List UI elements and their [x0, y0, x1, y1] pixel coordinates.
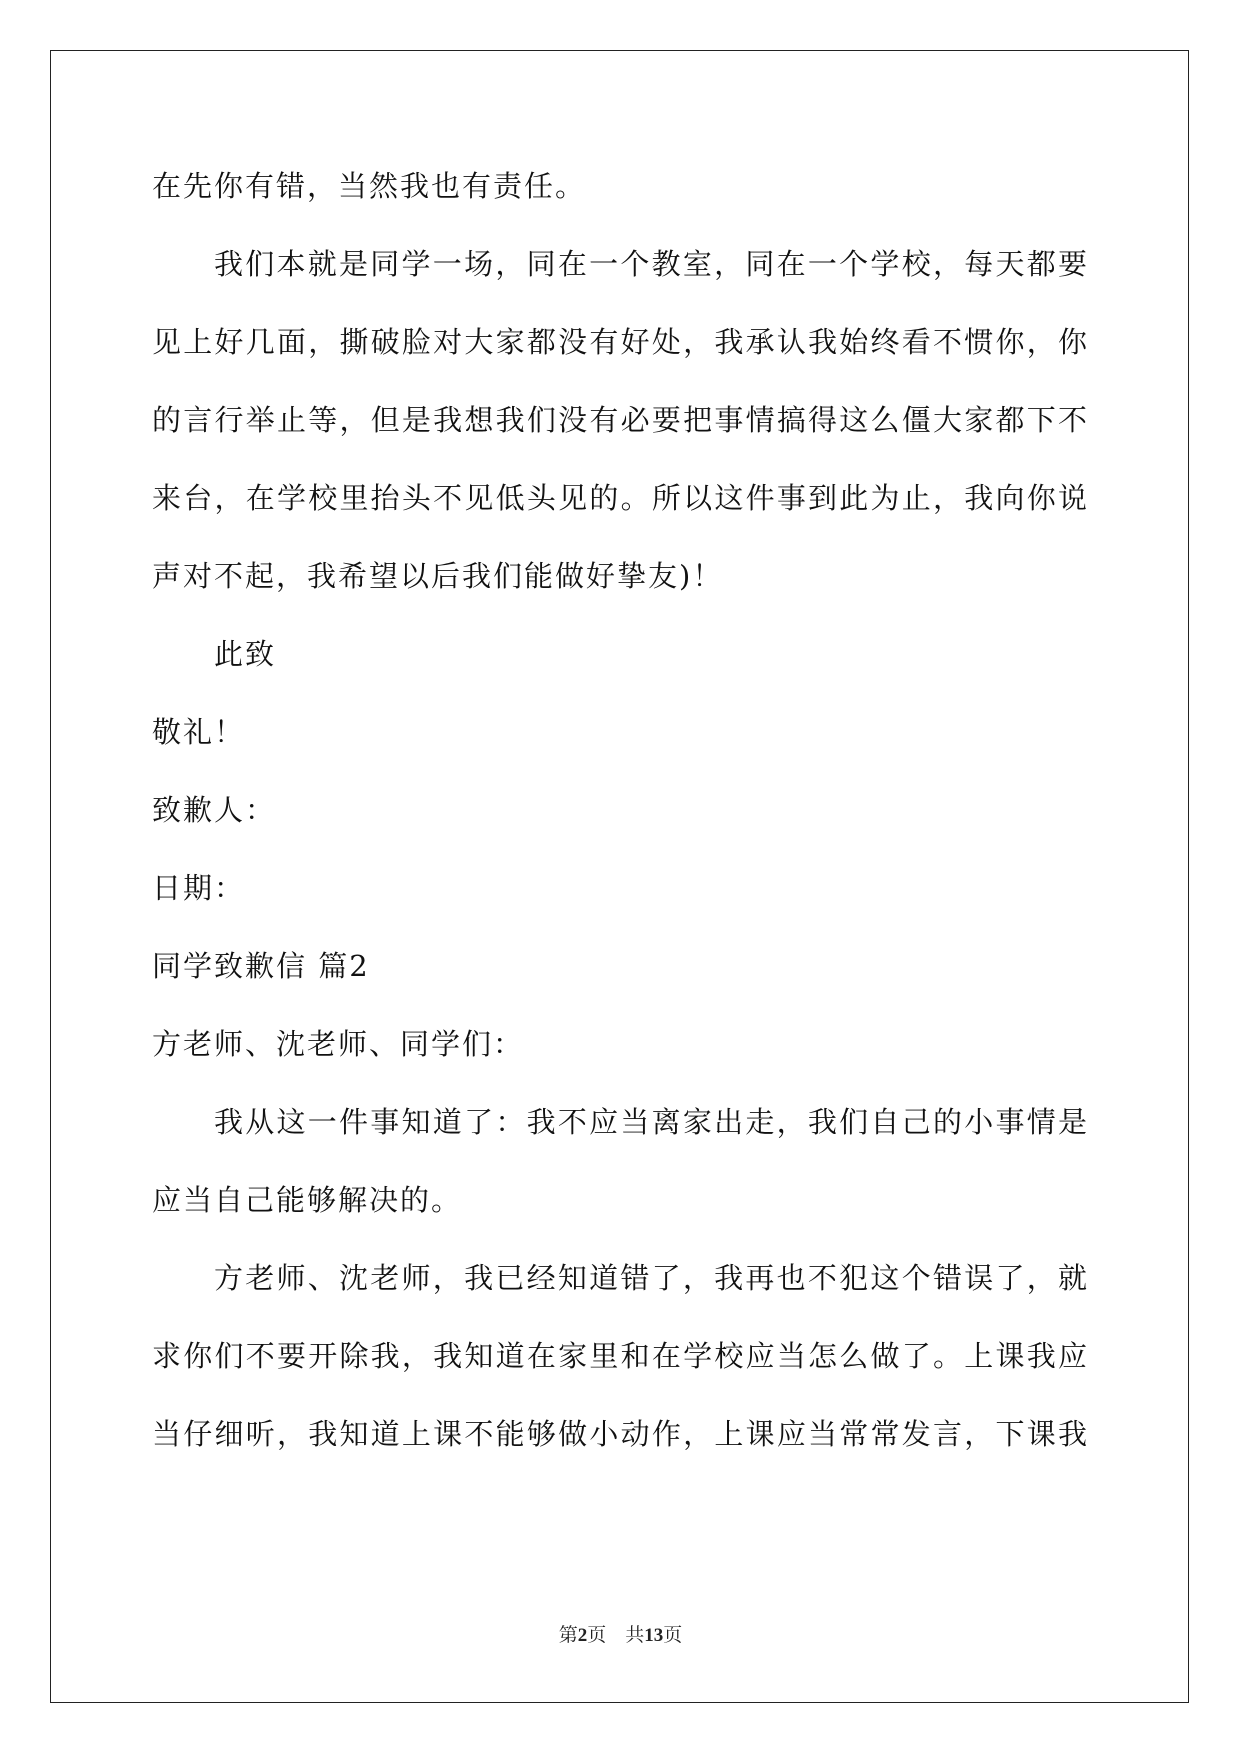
text-line: 我从这一件事知道了：我不应当离家出走，我们自己的小事情是 — [214, 1105, 1087, 1139]
page-prefix: 第 — [558, 1625, 578, 1646]
text-line: 求你们不要开除我，我知道在家里和在学校应当怎么做了。上课我应 — [152, 1339, 1087, 1373]
text-line: 此致 — [214, 637, 277, 671]
total-prefix: 共 — [625, 1625, 645, 1646]
section-heading: 同学致歉信 篇2 — [152, 949, 370, 983]
text-line: 声对不起，我希望以后我们能做好挚友)！ — [152, 559, 724, 593]
text-line: 敬礼！ — [152, 715, 246, 749]
page-number: 2 — [577, 1625, 588, 1646]
text-line: 方老师、沈老师、同学们： — [152, 1027, 525, 1061]
text-line: 来台，在学校里抬头不见低头见的。所以这件事到此为止，我向你说 — [152, 481, 1087, 515]
total-suffix: 页 — [663, 1625, 683, 1646]
text-line: 当仔细听，我知道上课不能够做小动作，上课应当常常发言，下课我 — [152, 1417, 1087, 1451]
page-footer — [0, 1620, 1241, 1647]
text-line: 的言行举止等，但是我想我们没有必要把事情搞得这么僵大家都下不 — [152, 403, 1087, 437]
text-line: 日期： — [152, 871, 246, 905]
text-line: 见上好几面，撕破脸对大家都没有好处，我承认我始终看不惯你，你 — [152, 325, 1087, 359]
page-suffix: 页 — [587, 1625, 607, 1646]
text-line: 致歉人： — [152, 793, 277, 827]
total-pages: 13 — [644, 1625, 664, 1646]
text-line: 应当自己能够解决的。 — [152, 1183, 463, 1217]
text-line: 方老师、沈老师，我已经知道错了，我再也不犯这个错误了，就 — [214, 1261, 1087, 1295]
text-line: 在先你有错，当然我也有责任。 — [152, 169, 587, 203]
text-line: 我们本就是同学一场，同在一个教室，同在一个学校，每天都要 — [214, 247, 1087, 281]
